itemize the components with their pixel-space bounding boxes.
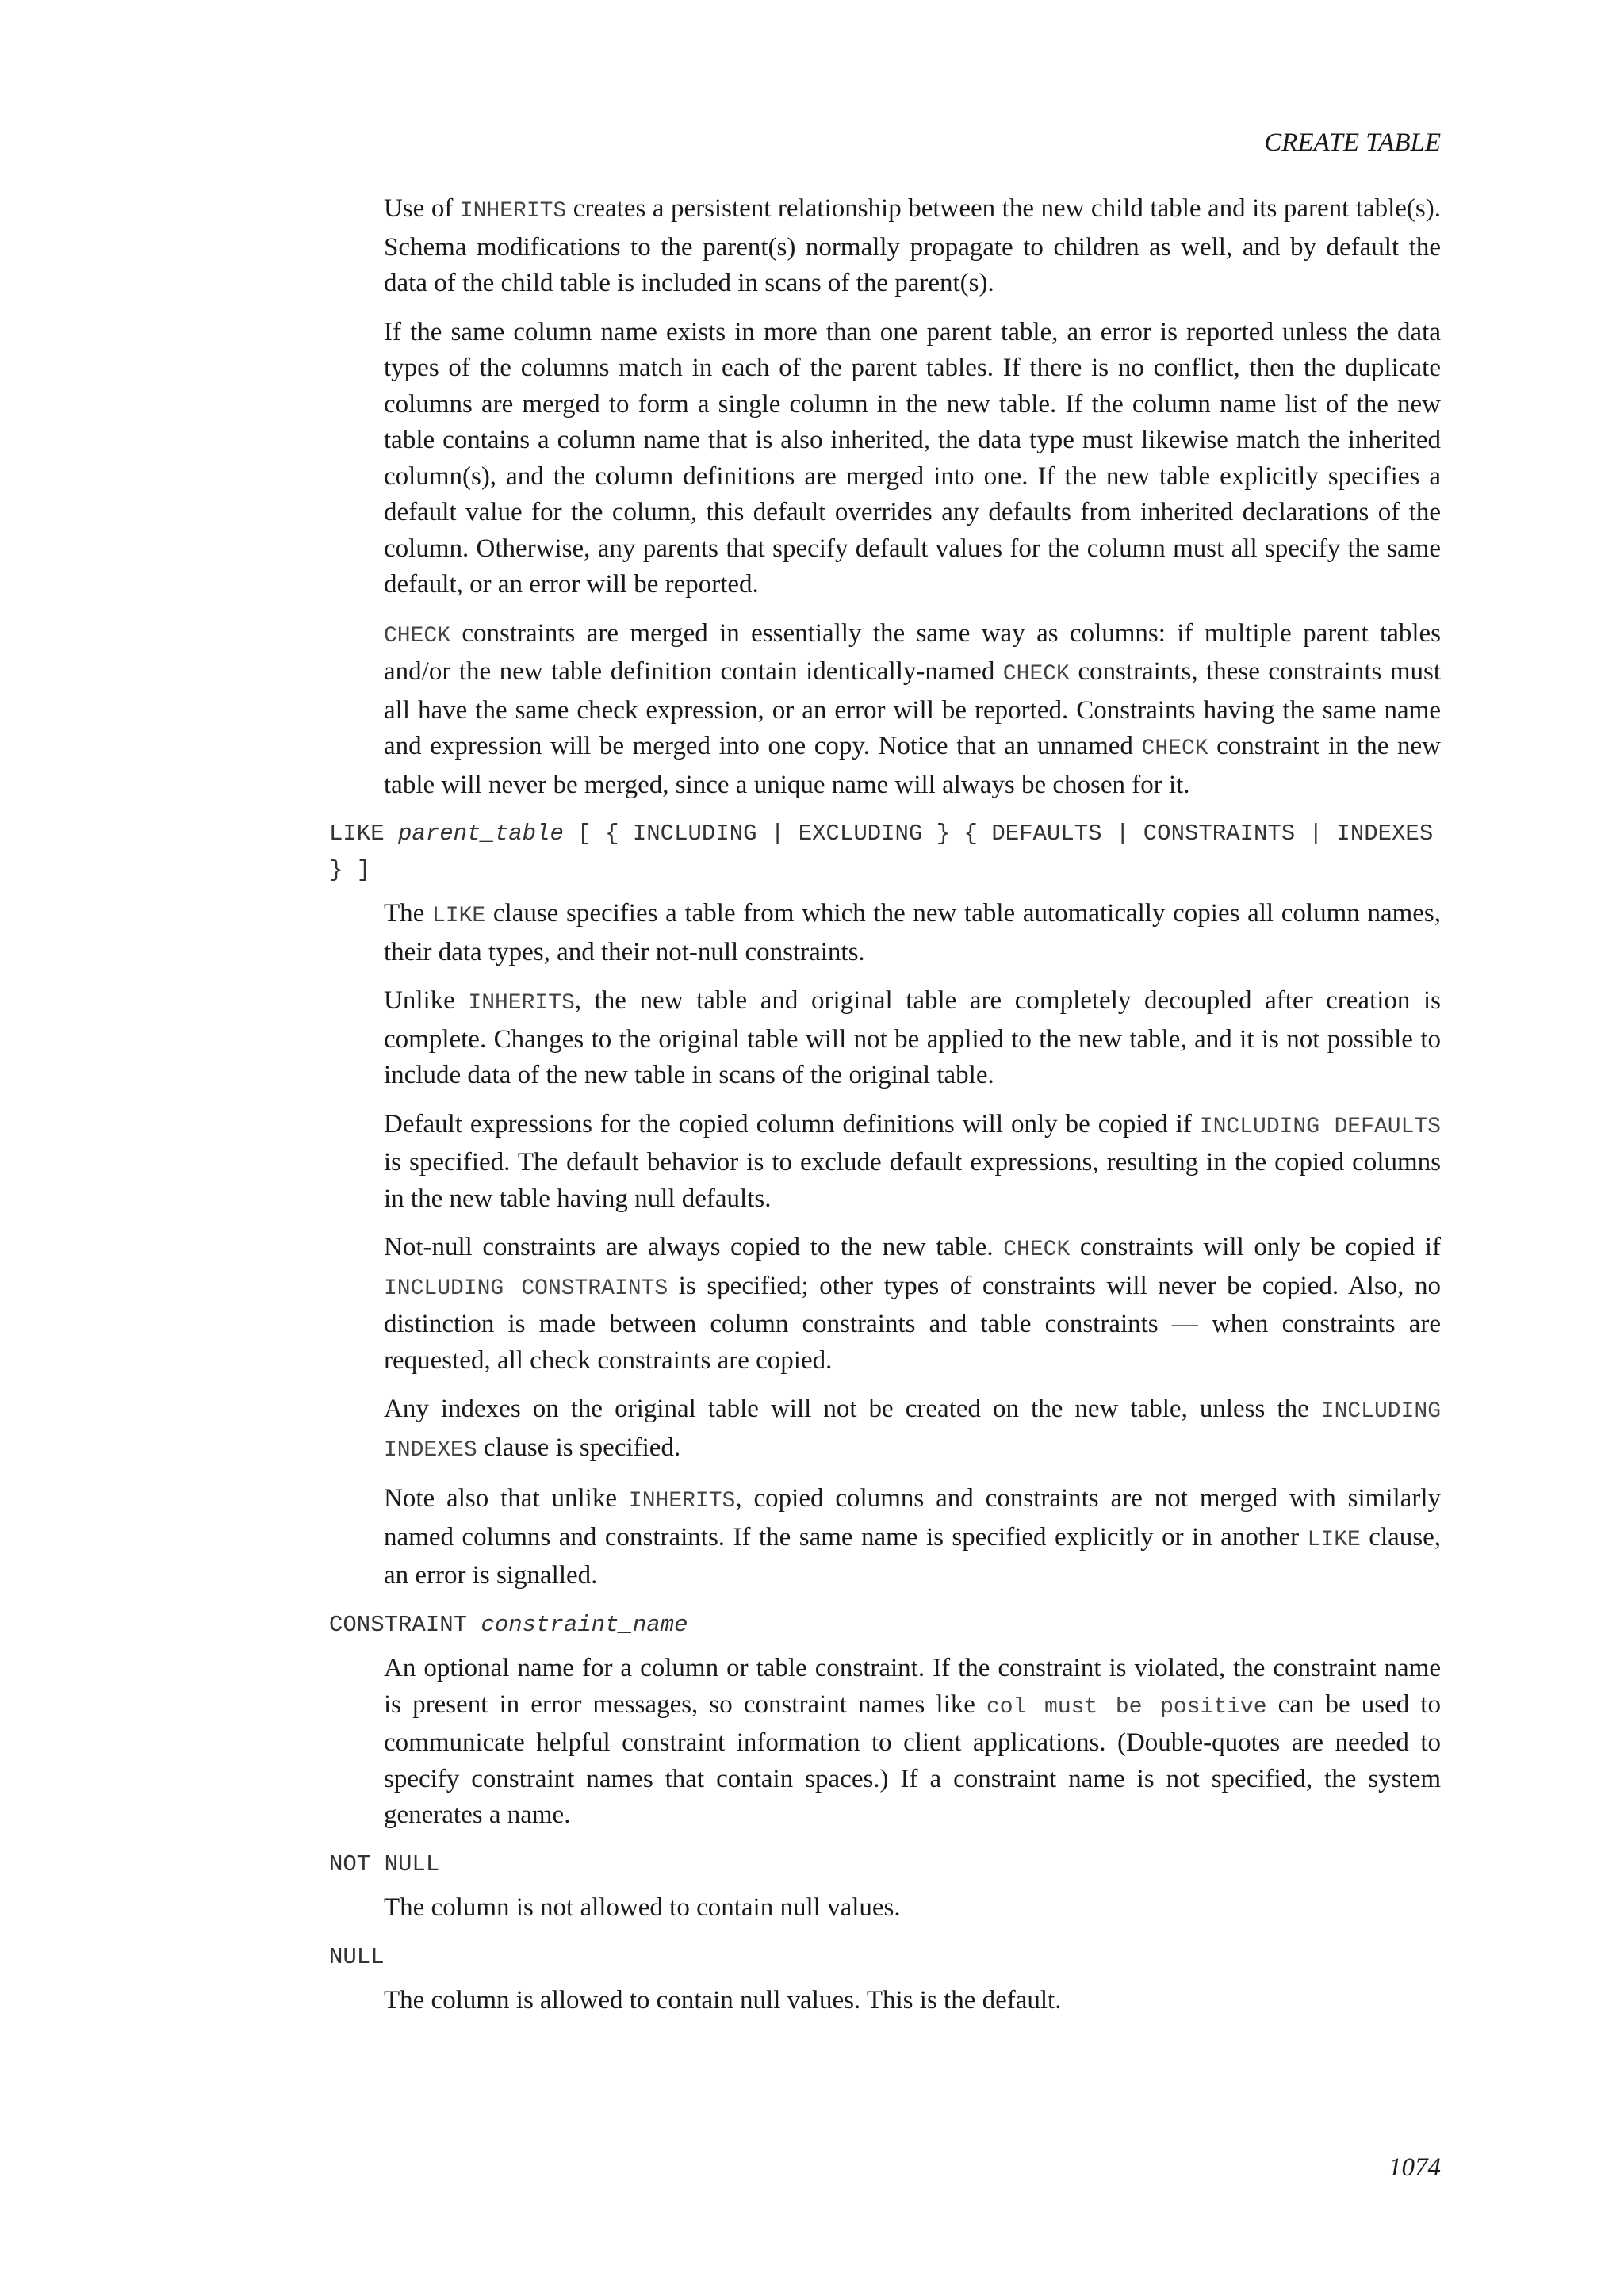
text-run: creates a persistent relationship between the new child table and its parent table(s). Schema modifications to the parent(s) normally propagate to children as well, and by default the data of the child table is included in scans of the parent(s). bbox=[384, 194, 1442, 297]
paragraph bbox=[384, 1890, 1441, 1927]
inline-code: col must be positive bbox=[986, 1694, 1267, 1720]
inherits-description bbox=[384, 191, 1441, 803]
text-run: clause is specified. bbox=[477, 1433, 681, 1462]
text-run: Note also that unlike bbox=[384, 1484, 629, 1513]
paragraph bbox=[384, 1391, 1441, 1468]
text-run: CONSTRAINT bbox=[329, 1611, 481, 1638]
null-term bbox=[329, 1939, 1441, 1976]
paragraph bbox=[384, 1481, 1441, 1594]
inline-code: INHERITS bbox=[628, 1489, 736, 1513]
inline-code: CHECK bbox=[384, 623, 451, 649]
paragraph bbox=[384, 1230, 1441, 1379]
inline-code: INHERITS bbox=[468, 991, 575, 1016]
replaceable-parameter: constraint_name bbox=[481, 1611, 688, 1638]
text-run: can be used to communicate helpful constraint information to client applications. (Double-quotes are needed to specify constraint names that contain spaces.) If a constraint name is not specified, the system generates a name. bbox=[384, 1689, 1441, 1829]
constraint-term bbox=[329, 1607, 1441, 1644]
text-run: constraints are merged in essentially the same way as columns: if multiple parent tables and/or the new table definition contain identically-named bbox=[384, 618, 1441, 686]
text-run: [ { INCLUDING | EXCLUDING } { DEFAULTS | CONSTRAINTS | INDEXES } ] bbox=[329, 821, 1434, 883]
text-run: The column is allowed to contain null values. This is the default. bbox=[384, 1986, 1062, 2015]
replaceable-parameter: parent_table bbox=[398, 821, 564, 847]
text-run: The column is not allowed to contain null values. bbox=[384, 1893, 901, 1922]
inline-code: INCLUDING INDEXES bbox=[384, 1399, 1441, 1463]
paragraph bbox=[384, 896, 1441, 970]
text-run: NOT NULL bbox=[329, 1850, 440, 1877]
null-description bbox=[384, 1983, 1441, 2019]
inline-code: INCLUDING DEFAULTS bbox=[1199, 1114, 1441, 1139]
text-run: Use of bbox=[384, 194, 460, 223]
paragraph bbox=[384, 983, 1441, 1094]
paragraph bbox=[384, 191, 1441, 302]
running-header: CREATE TABLE bbox=[1264, 128, 1441, 157]
constraint-description bbox=[384, 1651, 1441, 1834]
page-number: 1074 bbox=[1388, 2153, 1441, 2182]
paragraph bbox=[384, 1983, 1441, 2019]
inline-code: INCLUDING CONSTRAINTS bbox=[384, 1276, 668, 1301]
like-clause-term bbox=[329, 816, 1441, 888]
text-run: The bbox=[384, 899, 432, 928]
text-run: An optional name for a column or table constraint. If the constraint is violated, the constraint name is present in error messages, so constraint names like bbox=[384, 1654, 1441, 1719]
not-null-description bbox=[384, 1890, 1441, 1927]
paragraph bbox=[384, 315, 1441, 603]
paragraph bbox=[384, 1107, 1441, 1218]
text-run: is specified. The default behavior is to exclude default expressions, resulting in the copied columns in the new table having null defaults. bbox=[384, 1148, 1441, 1213]
text-run: If the same column name exists in more than one parent table, an error is reported unless the data types of the columns match in each of the parent tables. If there is no conflict, then the duplicate columns are merged to form a single column in the new table. If the column name list of the new table contains a column name that is also inherited, the data type must likewise match the inherited column(s), and the column definitions are merged into one. If the new table explicitly specifies a default value for the column, this default overrides any defaults from inherited declarations of the column. Otherwise, any parents that specify default values for the column must all specify the same default, or an error will be reported. bbox=[384, 317, 1441, 599]
page-body bbox=[329, 191, 1441, 2032]
inline-code: CHECK bbox=[1003, 1238, 1071, 1262]
text-run: Default expressions for the copied column definitions will only be copied if bbox=[384, 1109, 1200, 1138]
inline-code: LIKE bbox=[1307, 1527, 1361, 1552]
text-run: constraints, these constraints must all have the same check expression, or an error will be reported. Constraints having the same name and expression will be merged into one copy. Notice that an unnamed bbox=[384, 657, 1441, 760]
text-run: NULL bbox=[329, 1943, 385, 1970]
text-run: constraints will only be copied if bbox=[1070, 1233, 1441, 1261]
text-run: Any indexes on the original table will not be created on the new table, unless the bbox=[384, 1395, 1321, 1423]
inline-code: CHECK bbox=[1002, 662, 1070, 687]
inline-code: LIKE bbox=[431, 904, 486, 928]
inline-code: CHECK bbox=[1141, 737, 1208, 761]
text-run: clause specifies a table from which the new table automatically copies all column names, their data types, and their not-null constraints. bbox=[384, 899, 1441, 966]
like-clause-description bbox=[384, 896, 1441, 1594]
text-run: constraint in the new table will never be merged, since a unique name will always be chosen for it. bbox=[384, 732, 1442, 799]
paragraph bbox=[384, 1651, 1441, 1834]
text-run: , copied columns and constraints are not merged with similarly named columns and constraints. If the same name is specified explicitly or in another bbox=[384, 1484, 1441, 1552]
text-run: LIKE bbox=[329, 821, 399, 847]
text-run: is specified; other types of constraints will never be copied. Also, no distinction is made between column constraints and table constraints — when constraints are requested, all check constraints are copied. bbox=[384, 1271, 1442, 1375]
inline-code: INHERITS bbox=[459, 199, 567, 224]
not-null-term bbox=[329, 1846, 1441, 1883]
text-run: , the new table and original table are completely decoupled after creation is complete. Changes to the original table will not be applied to the new table, and it is not possible to include data of the new table in scans of the original table. bbox=[384, 986, 1441, 1089]
text-run: Not-null constraints are always copied to the new table. bbox=[384, 1233, 1004, 1261]
text-run: Unlike bbox=[384, 986, 469, 1015]
paragraph bbox=[384, 616, 1441, 804]
text-run: clause, an error is signalled. bbox=[384, 1522, 1441, 1590]
